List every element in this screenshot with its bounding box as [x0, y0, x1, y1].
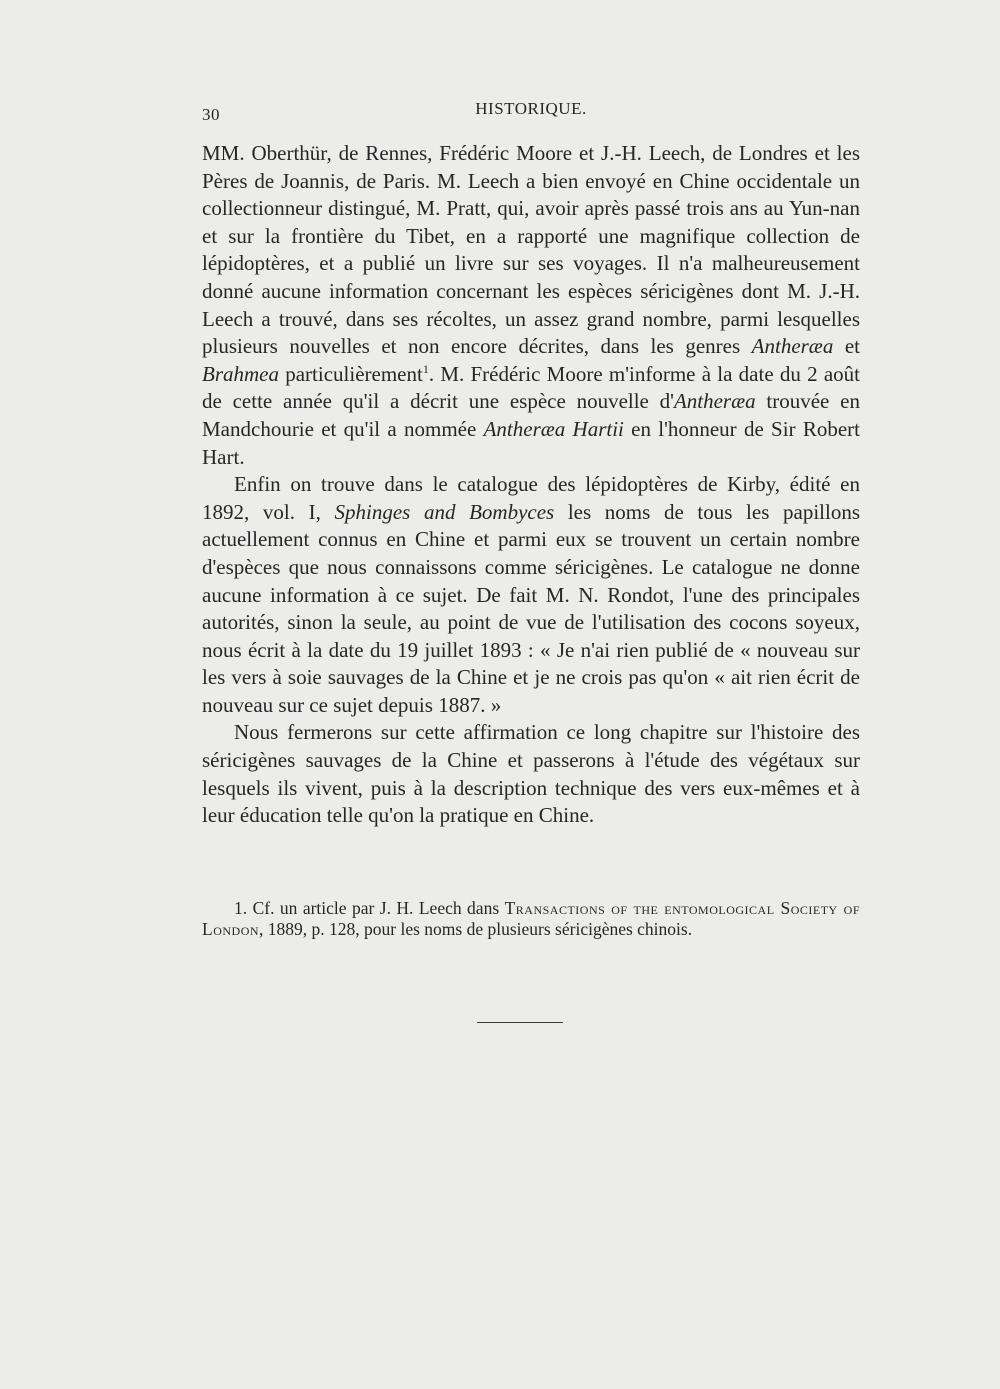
italic-title: Sphinges and Bombyces [334, 499, 555, 524]
paragraph-1 [202, 140, 860, 471]
footnotes [202, 898, 860, 940]
text-run: en l'honneur de Sir Robert Hart. [202, 416, 860, 469]
end-rule [477, 1022, 563, 1023]
paragraph-3: Nous fermerons sur cette affirmation ce long chapitre sur l'histoire des séricigènes sauvages de la Chine et passerons à l'étude des végétaux sur lesquels ils vivent, puis à la description technique des vers eux-mêmes et à leur éducation telle qu'on la pratique en Chine. [202, 720, 860, 828]
text-run: et [833, 334, 860, 359]
body-text [202, 140, 860, 830]
text-run: , 1889, p. 128, pour les noms de plusieurs séricigènes chinois. [259, 919, 693, 939]
footnote-1 [202, 898, 860, 940]
text-run: Enfin on trouve dans le catalogue des lépidoptères de Kirby, édité en 1892, vol. I, [202, 472, 860, 524]
text-run: MM. Oberthür, de Rennes, Frédéric Moore et J.-H. Leech, de Londres et les Pères de Joannis, de Paris. M. Leech a bien envoyé en Chine occidentale un collectionneur distingué, M. Pratt, qui, avoir après passé trois ans au Yun-nan et sur la frontière du Tibet, en a rapporté une magnifique collection de lépidoptères, et a publié un livre sur ses voyages. Il n'a malheureusement donné aucune information concernant les espèces séricigènes dont M. J.-H. Leech a trouvé, dans ses récoltes, un assez grand nombre, parmi lesquelles plusieurs nouvelles et non encore décrites, dans les genres [202, 141, 860, 359]
italic-genus: Antheræa [751, 334, 834, 359]
text-run: les noms de tous les papillons actuellement connus en Chine et parmi eux se trouvent un certain nombre d'espèces que nous connaissons comme séricigènes. Le catalogue ne donne aucune information à ce sujet. De fait M. N. Rondot, l'une des principales autorités, sinon la seule, au point de vue de l'utilisation des cocons soyeux, nous écrit à la date du 19 juillet 1893 : « Je n'ai rien publié de « nouveau sur les vers à soie sauvages de la Chine et je ne crois pas qu'on « ait rien écrit de nouveau sur ce sujet depuis 1887. » [202, 499, 860, 717]
small-caps-journal: Transactions of the entomological Society of London [202, 898, 860, 939]
text-run: trouvée en Mandchourie et qu'il a nommée [202, 389, 860, 441]
text-run: particulièrement [279, 361, 423, 386]
footnote-marker: 1 [422, 361, 429, 376]
italic-species: Antheræa Hartii [483, 416, 624, 441]
paragraph-2 [202, 471, 860, 719]
text-run: 1. Cf. un article par J. H. Leech dans [234, 898, 505, 918]
italic-genus: Antheræa [673, 389, 756, 414]
italic-genus: Brahmea [202, 361, 279, 386]
page-header [202, 99, 860, 127]
text-run: . M. Frédéric Moore m'informe à la date du 2 août de cette année qu'il a décrit une espèce nouvelle d' [202, 361, 860, 414]
running-title: HISTORIQUE. [475, 99, 587, 118]
page-number: 30 [202, 105, 220, 124]
